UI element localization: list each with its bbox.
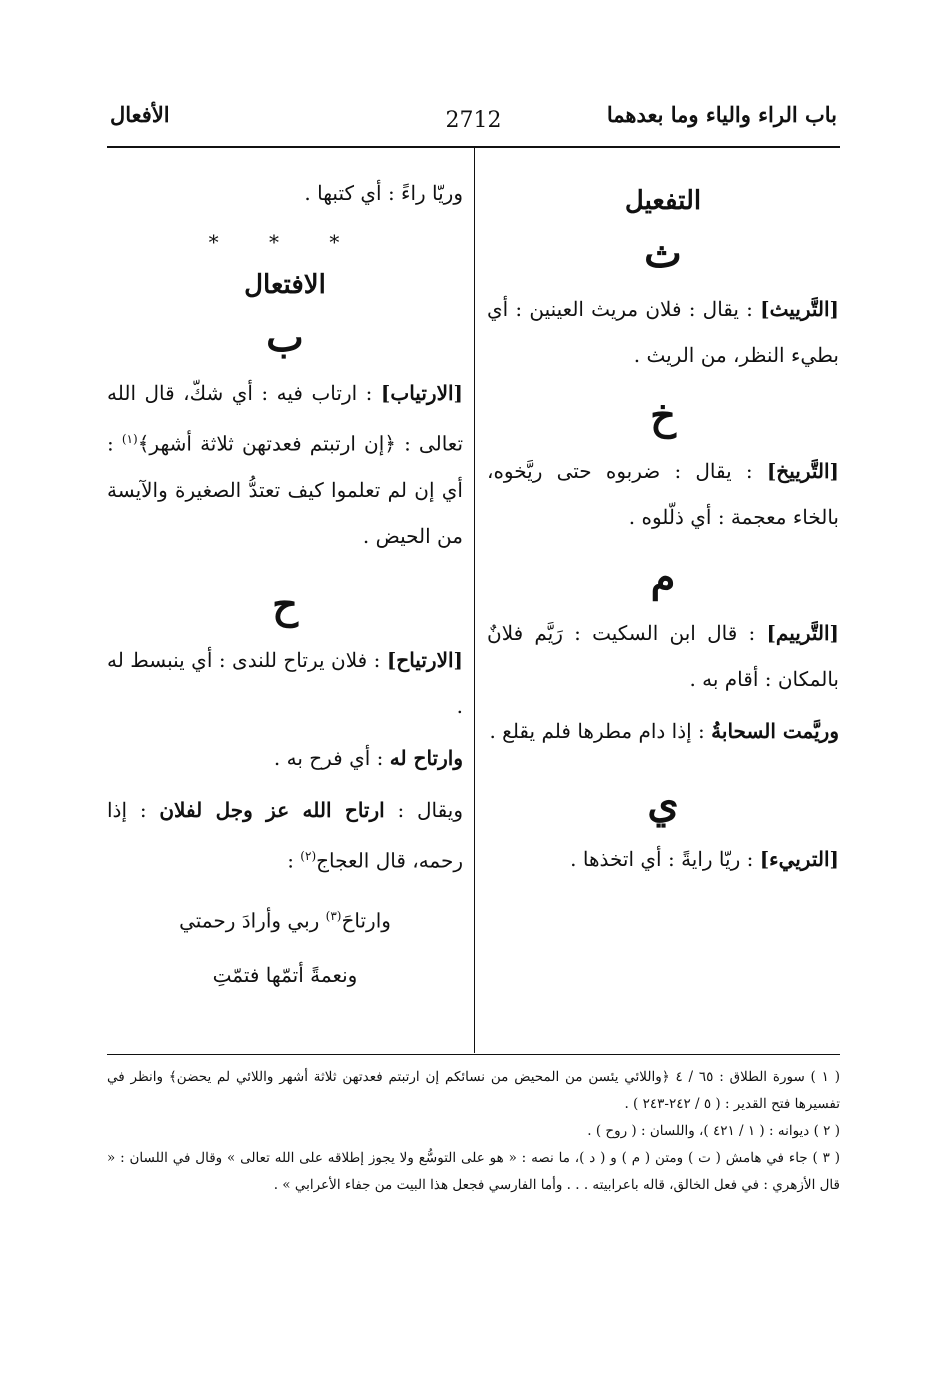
letter-heading-tha: ث: [644, 230, 682, 277]
right-column: [487, 170, 839, 888]
letter-heading-ba: ب: [266, 314, 304, 361]
entry-text: : ريّا رايةً : أي اتخذها .: [570, 847, 754, 871]
entry-text: : أي فرح به .: [273, 745, 384, 770]
footnotes: [107, 1064, 840, 1199]
entry-text: ويقال :: [384, 797, 463, 822]
letter-heading-ha: ح: [272, 580, 298, 628]
entry-text: : يقال : ضربوه حتى ريَّخوه، بالخاء معجمة : أي ذلّلوه .: [487, 459, 839, 529]
section-title-ifti3al: الافتعال: [244, 270, 326, 300]
entry-colon: :: [287, 848, 294, 873]
column-divider: [474, 148, 475, 1053]
page-number: 2712: [445, 108, 502, 133]
entry-term: وريَّمت السحابةُ: [711, 719, 839, 743]
footnote-2: ( ٢ ) ديوانه : ( ١ / ٤٢١ )، واللسان : ( روح ) .: [587, 1123, 840, 1139]
entry-tarii: [487, 836, 839, 882]
entry-term: ارتاح الله عز وجل لفلان: [159, 797, 385, 822]
running-head-chapter: باب الراء والياء وما بعدهما: [606, 102, 837, 127]
entry-irtiyah: [107, 637, 463, 729]
poem-verse-1: [107, 889, 463, 948]
entry-term: [الارتياح]: [386, 647, 463, 672]
section-separator-stars: * * *: [208, 230, 362, 254]
entry-term: [الترييء]: [759, 847, 839, 871]
letter-heading-ya: ي: [647, 780, 679, 827]
entry-tarikh: [487, 448, 839, 540]
entry-term: [التَّرييخ]: [766, 459, 840, 483]
entry-irtiyab: [107, 370, 463, 559]
entry-text: : فلان يرتاح للندى : أي ينبسط له .: [107, 647, 463, 718]
continued-line: وريّا راءً : أي كتبها .: [304, 181, 463, 205]
letter-heading-mim: م: [650, 554, 676, 601]
entry-text: : قال ابن السكيت : رَيَّم فلانٌ بالمكان : أقام به .: [487, 621, 839, 691]
section-title-taf3il: التفعيل: [624, 186, 702, 216]
footnote-3: ( ٣ ) جاء في هامش ( ت ) ومتن ( م ) و ( د )، ما نصه : « هو على التوسُّع ولا يجوز إطلاقه على الله تعالى » وقال في اللسان : « قال الأزهري : في فعل الخالق، قاله باعرابيته . . . وأما الفارسي فجعل هذا البيت من جفاء الأعرابي » .: [107, 1150, 840, 1193]
footnote-1: ( ١ ) سورة الطلاق : ٦٥ / ٤ ﴿واللائي يئسن من المحيض من نسائكم إن ارتبتم فعدتهن ثلاثة أشهر واللائي لم يحضن﴾ وانظر في تفسيرها فتح القدير : ( ٥ / ٢٤٢-٢٤٣ ) .: [107, 1069, 840, 1112]
entry-tarim-sub: [487, 708, 839, 754]
footnote-ref-2: (٢): [300, 848, 317, 863]
entry-text-cont: : إذا رحمه، قال العجاج: [107, 797, 463, 873]
footnote-rule: [107, 1054, 840, 1055]
entry-irtaha-lahu: [107, 735, 463, 781]
poem-verse-2: ونعمةً أتمّها فتمّتِ: [212, 962, 358, 987]
entry-term: [التَّرييث]: [760, 297, 839, 321]
entry-tarith: [487, 286, 839, 378]
entry-tarim: [487, 610, 839, 702]
verse-text-cont: ربي وأرادَ رحمتي: [179, 908, 326, 933]
footnote-ref-1: (١): [121, 432, 138, 446]
footnote-ref-3: (٣): [325, 909, 342, 924]
entry-irtaha-allah: [107, 787, 463, 884]
running-head-section: الأفعال: [110, 102, 170, 127]
entry-text: : إذا دام مطرها فلم يقلع .: [489, 719, 705, 743]
entry-term: [التَّرييم]: [766, 621, 839, 645]
entry-term: وارتاح له: [389, 745, 463, 770]
entry-text: : يقال : فلان مريث العينين : أي بطيء النظر، من الريث .: [487, 297, 839, 367]
entry-term: [الارتياب]: [380, 381, 463, 405]
verse-text: وارتاحَ: [341, 908, 391, 933]
left-column: [107, 170, 463, 1002]
letter-heading-kha: خ: [650, 392, 676, 439]
entry-text: : ارتاب فيه : أي شكّ، قال الله تعالى : ﴿إن ارتبتم فعدتهن ثلاثة أشهر﴾: [107, 381, 464, 456]
entry-text-cont: : أي إن لم تعلموا كيف تعتدُّ الصغيرة والآيسة من الحيض .: [107, 431, 463, 548]
